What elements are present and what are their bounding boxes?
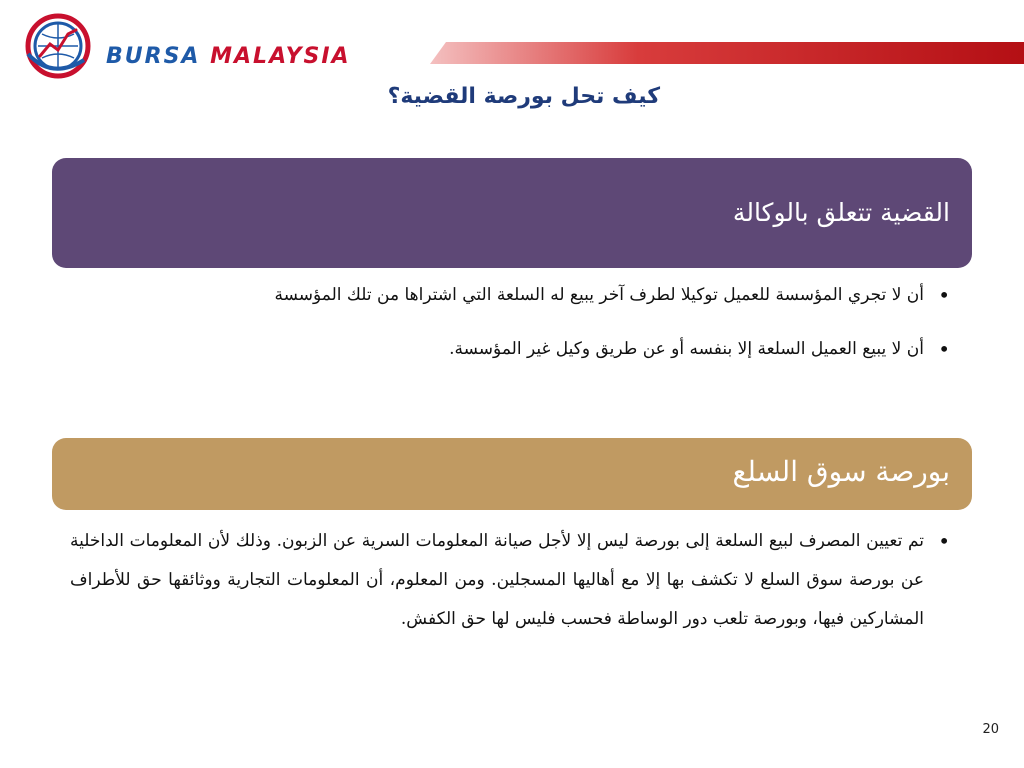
globe-logo-icon [22,10,94,82]
list-item: • أن لا يبيع العميل السلعة إلا بنفسه أو عن طريق وكيل غير المؤسسة. [70,334,950,364]
bursa-malaysia-logo [20,6,440,86]
header-accent-bar [430,42,1024,64]
commodity-bullet-list [70,522,950,639]
list-item: • أن لا تجري المؤسسة للعميل توكيلا لطرف آخر يبيع له السلعة التي اشتراها من تلك المؤسسة [70,280,950,310]
page-number: 20 [982,722,999,737]
agency-bullet-list [70,280,950,388]
section-heading-commodity-exchange: بورصة سوق السلع [52,438,972,510]
logo-word-malaysia: MALAYSIA [210,44,351,69]
section-heading-agency: القضية تتعلق بالوكالة [52,158,972,268]
slide-question-title: كيف تحل بورصة القضية؟ [387,84,660,109]
list-item: • تم تعيين المصرف لبيع السلعة إلى بورصة ليس إلا لأجل صيانة المعلومات السرية عن الزبون. وذلك لأن المعلومات الداخلية عن بورصة سوق السلع لا تكشف بها إلا مع أهاليها المسجلين. ومن المعلوم، أن المعلومات التجارية ووثائقها حق للأطراف المشاركين فيها، وبورصة تلعب دور الوساطة فحسب فليس لها حق الكفش. [70,522,950,639]
logo-wordmark [106,44,351,69]
logo-word-bursa: BURSA [106,44,201,69]
